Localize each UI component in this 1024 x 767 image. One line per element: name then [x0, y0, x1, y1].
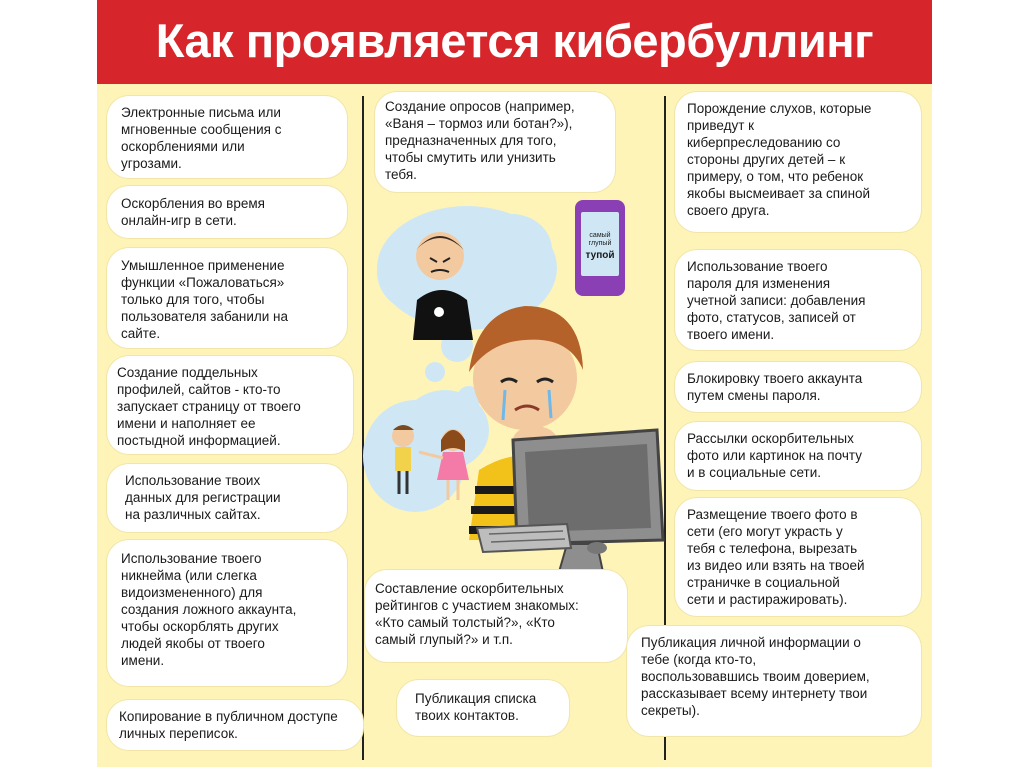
text-line: Составление оскорбительных	[375, 581, 564, 596]
text-line: Создание опросов (например,	[385, 99, 575, 114]
left-item-2	[107, 186, 347, 238]
text-line: «Ваня – тормоз или ботан?»),	[385, 116, 573, 131]
right-item-2	[675, 250, 921, 350]
right-item-5	[675, 498, 921, 616]
text-line: примеру, о том, что ребенок	[687, 169, 864, 184]
text-line: самый глупый?» и т.п.	[375, 632, 513, 647]
text-line: сети и растиражировать).	[687, 592, 848, 607]
text-line: тебя с телефона, вырезать	[687, 541, 858, 556]
text-line: видоизмененного) для	[121, 585, 263, 600]
text-line: чтобы оскорблять других	[121, 619, 279, 634]
right-item-1	[675, 92, 921, 232]
text-line: фото или картинок на почту	[687, 448, 862, 463]
left-item-1	[107, 96, 347, 178]
phone-figure	[575, 200, 625, 296]
text-line: страничке в социальной	[687, 575, 840, 590]
text-line: имени и наполняет ее	[117, 416, 256, 431]
text-line: Оскорбления во время	[121, 196, 265, 211]
text-line: только для того, чтобы	[121, 292, 265, 307]
text-line: Копирование в публичном доступе	[119, 709, 338, 724]
poster	[97, 0, 932, 767]
center-item-3	[397, 680, 569, 736]
right-item-6	[627, 626, 921, 736]
text-line: данных для регистрации	[125, 490, 281, 505]
text-line: сайте.	[121, 326, 161, 341]
text-line: и в социальные сети.	[687, 465, 822, 480]
text-line: Порождение слухов, которые	[687, 101, 872, 116]
text-line: тебе (когда кто-то,	[641, 652, 757, 667]
text-line: предназначенных для того,	[385, 133, 557, 148]
center-item-2	[365, 570, 627, 662]
text-line: профилей, сайтов - кто-то	[117, 382, 281, 397]
text-line: функции «Пожаловаться»	[121, 275, 285, 290]
text-line: фото, статусов, записей от	[687, 310, 856, 325]
text-line: Использование твоего	[121, 551, 262, 566]
text-line: на различных сайтах.	[125, 507, 261, 522]
right-item-4	[675, 422, 921, 490]
phone-screen-line: тупой	[585, 250, 615, 261]
text-line: людей якобы от твоего	[121, 636, 265, 651]
text-line: Блокировку твоего аккаунта	[687, 371, 863, 386]
text-line: стороны других детей – к	[687, 152, 846, 167]
text-line: никнейма (или слегка	[121, 568, 257, 583]
text-line: Умышленное применение	[121, 258, 285, 273]
text-line: Публикация списка	[415, 691, 537, 706]
text-line: воспользовавшись твоим доверием,	[641, 669, 870, 684]
text-line: из видео или взять на твоей	[687, 558, 865, 573]
text-line: имени.	[121, 653, 165, 668]
text-line: рассказывает всему интернету твои	[641, 686, 868, 701]
left-item-7	[107, 700, 363, 750]
left-item-6	[107, 540, 347, 686]
text-line: тебя.	[385, 167, 417, 182]
text-line: Публикация личной информации о	[641, 635, 861, 650]
center-item-1	[375, 92, 615, 192]
text-line: пароля для изменения	[687, 276, 831, 291]
text-line: угрозами.	[121, 156, 182, 171]
text-line: своего друга.	[687, 203, 770, 218]
left-item-5	[107, 464, 347, 532]
text-line: киберпреследованию со	[687, 135, 841, 150]
text-line: твоих контактов.	[415, 708, 519, 723]
text-line: пользователя забанили на	[121, 309, 288, 324]
text-line: сети (его могут украсть у	[687, 524, 843, 539]
page-title: Как проявляется кибербуллинг	[155, 14, 874, 67]
text-line: оскорблениями или	[121, 139, 245, 154]
phone-screen-line: самый	[589, 232, 611, 239]
left-item-3	[107, 248, 347, 348]
text-line: онлайн-игр в сети.	[121, 213, 237, 228]
phone-screen-line: глупый	[588, 240, 612, 247]
text-line: рейтингов с участием знакомых:	[375, 598, 579, 613]
text-line: личных переписок.	[119, 726, 238, 741]
text-line: чтобы смутить или унизить	[385, 150, 556, 165]
text-line: якобы высмеивает за спиной	[687, 186, 871, 201]
text-line: твоего имени.	[687, 327, 775, 342]
text-line: постыдной информацией.	[117, 433, 281, 448]
text-line: учетной записи: добавления	[687, 293, 866, 308]
right-item-3	[675, 362, 921, 412]
text-line: путем смены пароля.	[687, 388, 821, 403]
text-line: Создание поддельных	[117, 365, 258, 380]
text-line: Размещение твоего фото в	[687, 507, 858, 522]
text-line: запускает страницу от твоего	[117, 399, 301, 414]
text-line: Электронные письма или	[121, 105, 281, 120]
text-line: Использование твоего	[687, 259, 828, 274]
text-line: Использование твоих	[125, 473, 261, 488]
text-line: секреты).	[641, 703, 700, 718]
text-line: «Кто самый толстый?», «Кто	[375, 615, 555, 630]
left-item-4	[107, 356, 353, 454]
text-line: создания ложного аккаунта,	[121, 602, 297, 617]
text-line: Рассылки оскорбительных	[687, 431, 854, 446]
text-line: приведут к	[687, 118, 755, 133]
text-line: мгновенные сообщения с	[121, 122, 282, 137]
